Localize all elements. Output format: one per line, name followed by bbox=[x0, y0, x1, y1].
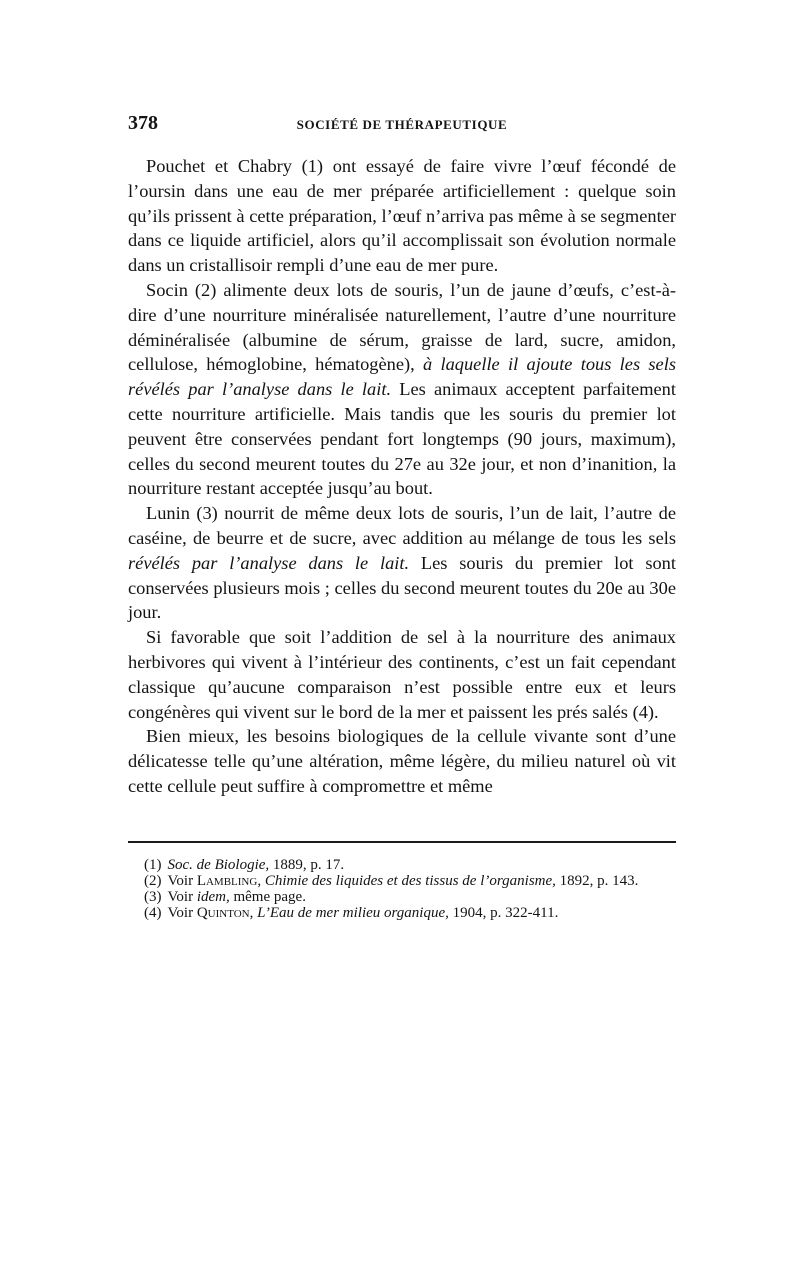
footnote-title: Chimie des liquides et des tissus de l’organisme, bbox=[264, 872, 556, 889]
page bbox=[128, 112, 676, 921]
page-number: 378 bbox=[128, 112, 158, 134]
footnote-text: 1904, p. 322-411. bbox=[448, 904, 559, 921]
footnote-text: Voir bbox=[167, 888, 197, 905]
footnote-1 bbox=[128, 857, 676, 873]
footnote-text: même page. bbox=[229, 888, 306, 905]
footnote-text: , bbox=[249, 904, 258, 921]
paragraph-text: Lunin (3) nourrit de même deux lots de souris, l’un de lait, l’autre de caséine, de beurre et de sucre, avec addition au mélange de tous les sels bbox=[128, 503, 676, 548]
emphasis-text: révélés par l’analyse dans le lait. bbox=[128, 552, 410, 573]
footnote-4 bbox=[128, 905, 676, 921]
paragraph-text: Bien mieux, les besoins biologiques de la cellule vivante sont d’une délicatesse telle qu’une altération, même légère, du milieu naturel où vit cette cellule peut suffire à compromettre et même bbox=[128, 726, 676, 796]
paragraph-3 bbox=[128, 501, 676, 625]
paragraph-1 bbox=[128, 154, 676, 278]
footnote-2 bbox=[128, 873, 676, 889]
paragraph-2 bbox=[128, 278, 676, 501]
footnote-divider bbox=[128, 841, 676, 843]
paragraph-text: Socin (2) alimente deux lots de souris, l’un de jaune d’œufs, c’est-à-dire d’une nourriture minéralisée naturellement, l’autre d’une nourriture déminéralisée (albumine de sérum, graisse de lard, sucre, amidon, cellulose, hémoglobine, hématogène), bbox=[128, 279, 676, 375]
page-header bbox=[128, 112, 676, 142]
paragraph-4 bbox=[128, 625, 676, 724]
paragraph-text: Les animaux acceptent parfaitement cette nourriture artificielle. Mais tandis que les souris du premier lot peuvent être conservées pendant fort longtemps (90 jours, maximum), celles du second meurent toutes du 27e au 32e jour, et non d’inanition, la nourriture restant acceptée jusqu’au bout. bbox=[128, 379, 676, 499]
footnote-number: (3) bbox=[144, 888, 162, 905]
paragraph-text: Pouchet et Chabry (1) ont essayé de faire vivre l’œuf fécondé de l’oursin dans une eau de mer préparée artificiellement : quelque soin qu’ils prissent à cette préparation, l’œuf n’arriva pas même à se segmenter dans ce liquide artificiel, alors qu’il accomplissait son évolution normale dans un cristallisoir rempli d’une eau de mer pure. bbox=[128, 156, 676, 276]
paragraph-text: Les souris du premier lot sont conservées plusieurs mois ; celles du second meurent toutes du 20e au 30e jour. bbox=[128, 552, 676, 623]
footnote-number: (2) bbox=[144, 872, 162, 889]
footnote-text: , bbox=[257, 872, 265, 889]
emphasis-text: à laquelle il ajoute tous les sels révélés par l’analyse dans le lait. bbox=[128, 354, 676, 400]
body-text bbox=[128, 154, 676, 799]
paragraph-text: Si favorable que soit l’addition de sel à la nourriture des animaux herbivores qui vivent à l’intérieur des continents, c’est un fait cependant classique qu’aucune comparaison n’est possible entre eux et leurs congénères qui vivent sur le bord de la mer et paissent les prés salés (4). bbox=[128, 627, 676, 722]
footnote-number: (1) bbox=[144, 856, 162, 873]
footnote-author: Quinton bbox=[196, 904, 250, 921]
footnotes bbox=[128, 857, 676, 921]
paragraph-5 bbox=[128, 724, 676, 798]
footnote-text: 1892, p. 143. bbox=[555, 872, 639, 889]
footnote-text: 1889, p. 17. bbox=[269, 856, 345, 873]
footnote-title: Soc. de Biologie, bbox=[167, 856, 270, 873]
running-title: SOCIÉTÉ DE THÉRAPEUTIQUE bbox=[296, 117, 508, 132]
footnote-number: (4) bbox=[144, 904, 162, 921]
footnote-text: Voir bbox=[167, 904, 197, 921]
footnote-3 bbox=[128, 889, 676, 905]
footnote-title: L’Eau de mer milieu organique, bbox=[257, 904, 449, 921]
footnote-title: idem, bbox=[196, 888, 230, 905]
footnote-author: Lambling bbox=[196, 872, 258, 889]
footnote-text: Voir bbox=[167, 872, 197, 889]
